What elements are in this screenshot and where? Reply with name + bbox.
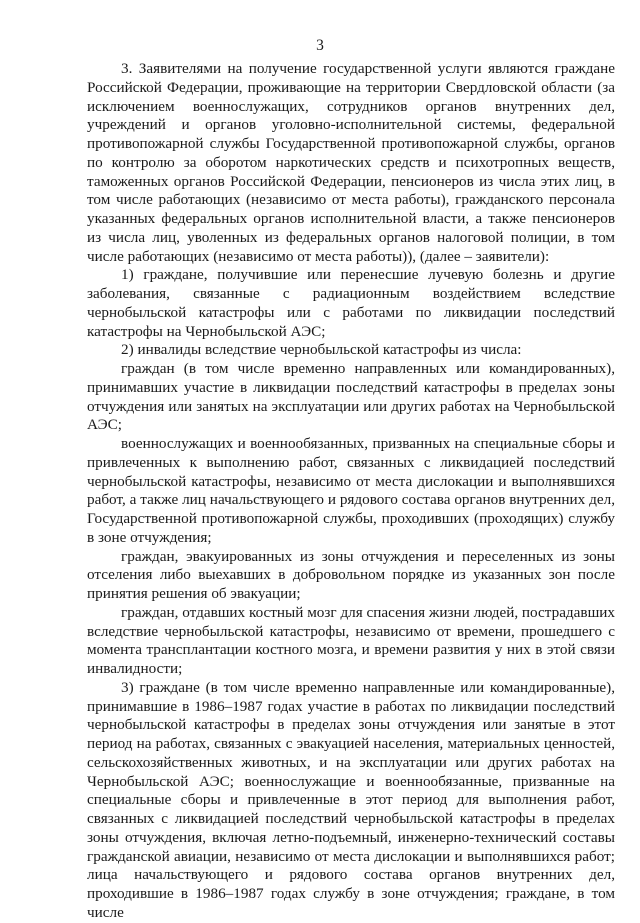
page-number: 3	[316, 37, 324, 54]
paragraph-item-2-sub-2: военнослужащих и военнообязанных, призванных на специальные сборы и привлеченных к выполнению работ, связанных с ликвидацией последствий чернобыльской катастрофы, независимо от места дислокации и выполнявшихся работ, а также лиц начальствующего и рядового состава органов внутренних дел, Государственной противопожарной службы, проходивших (проходящих) службу в зоне отчуждения;	[87, 435, 615, 546]
paragraph-item-2-sub-3: граждан, эвакуированных из зоны отчуждения и переселенных из зоны отселения либо выехавших в добровольном порядке из указанных зон после принятия решения об эвакуации;	[87, 547, 615, 602]
paragraph-applicants: 3. Заявителями на получение государственной услуги являются граждане Российской Федерации, проживающие на территории Свердловской области (за исключением военнослужащих, сотрудников органов внутренних дел, учреждений и органов уголовно-исполнительной системы, федеральной противопожарной службы Государственной противопожарной службы, органов по контролю за оборотом наркотических средств и психотропных веществ, таможенных органов Российской Федерации, пенсионеров из числа этих лиц, в том числе работающих (независимо от места работы), гражданского персонала указанных федеральных органов исполнительной власти, а также пенсионеров из числа лиц, уволенных из федеральных органов налоговой полиции, в том числе работающих (независимо от места работы)), (далее – заявители):	[87, 60, 615, 265]
paragraph-item-2: 2) инвалиды вследствие чернобыльской катастрофы из числа:	[121, 341, 522, 359]
paragraph-item-3: 3) граждане (в том числе временно направленные или командированные), принимавшие в 1986–1987 годах участие в работах по ликвидации последствий чернобыльской катастрофы в пределах зоны отчуждения или занятые в этот период на работах, связанных с эвакуацией населения, материальных ценностей, сельскохозяйственных животных, и на эксплуатации или других работах на Чернобыльской АЭС; военнослужащие и военнообязанные, призванные на специальные сборы и привлеченные в этот период для выполнения работ, связанных с ликвидацией последствий чернобыльской катастрофы в пределах зоны отчуждения, включая летно-подъемный, инженерно-технический составы гражданской авиации, независимо от места дислокации и выполнявшихся работ; лица начальствующего и рядового состава органов внутренних дел, проходившие в 1986–1987 годах службу в зоне отчуждения; граждане, в том числе	[87, 678, 615, 921]
paragraph-item-1: 1) граждане, получившие или перенесшие лучевую болезнь и другие заболевания, связанные с радиационным воздействием вследствие чернобыльской катастрофы или с работами по ликвидации последствий катастрофы на Чернобыльской АЭС;	[87, 266, 615, 340]
document-body	[87, 60, 615, 923]
paragraph-item-2-sub-1: граждан (в том числе временно направленных или командированных), принимавших участие в ликвидации последствий катастрофы в пределах зоны отчуждения или занятых на эксплуатации или других работах на Чернобыльской АЭС;	[87, 360, 615, 434]
paragraph-item-2-sub-4: граждан, отдавших костный мозг для спасения жизни людей, пострадавших вследствие чернобыльской катастрофы, независимо от времени, прошедшего с момента трансплантации костного мозга, и времени развития у них в этой связи инвалидности;	[87, 603, 615, 677]
